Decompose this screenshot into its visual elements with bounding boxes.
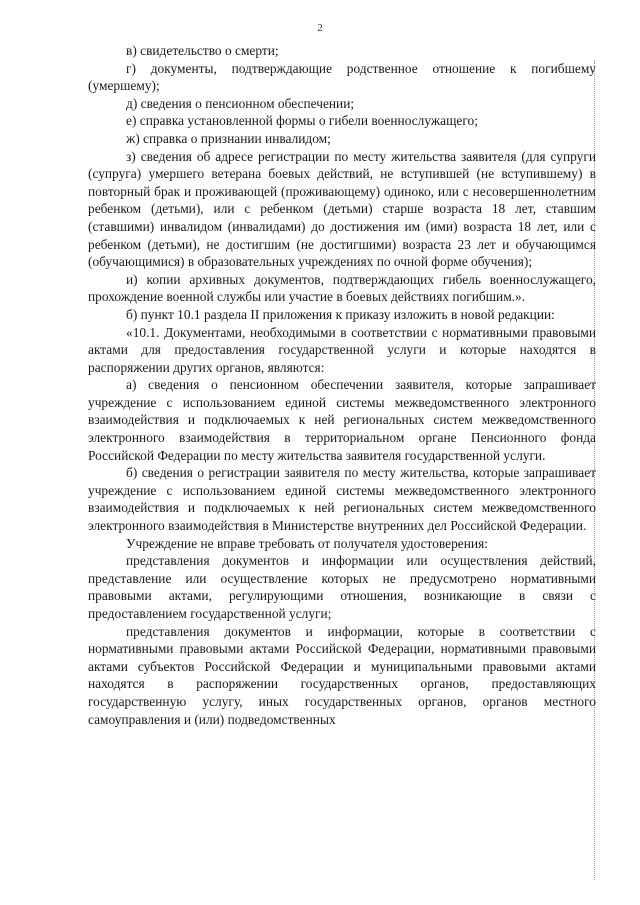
paragraph: д) сведения о пенсионном обеспечении; — [126, 95, 355, 111]
paragraph: б) сведения о регистрации заявителя по месту жительства, которые запрашивает учреждение с использованием единой системы межведомственного электронного взаимодействия и подключаемых к ней региональных систем межведомственного электронного взаимодействия в Министерстве внутренних дел Российской Федерации. — [88, 465, 596, 534]
paragraph: представления документов и информации, которые в соответствии с нормативными правовыми актами Российской Федерации, нормативными правовыми актами субъектов Российской Федерации и муниципальными правовыми актами находятся в распоряжении государственных органов, предоставляющих государственную услугу, иных государственных органов, органов местного самоуправления и (или) подведомственных — [88, 623, 596, 727]
paragraph: Учреждение не вправе требовать от получателя удостоверения: — [126, 535, 488, 551]
paragraph: е) справка установленной формы о гибели военнослужащего; — [126, 113, 478, 129]
paragraph: «10.1. Документами, необходимыми в соответствии с нормативными правовыми актами для предоставления государственной услуги и которые находятся в распоряжении других органов, являются: — [88, 324, 596, 375]
paragraph: и) копии архивных документов, подтверждающих гибель военнослужащего, прохождение военной службы или участие в боевых действиях погибшим.». — [88, 271, 596, 305]
paragraph: в) свидетельство о смерти; — [126, 43, 279, 58]
paragraph: б) пункт 10.1 раздела II приложения к приказу изложить в новой редакции: — [126, 306, 555, 322]
document-body — [88, 42, 596, 728]
paragraph: з) сведения об адресе регистрации по месту жительства заявителя (для супруги (супруга) умершего ветерана боевых действий, не вступившей (не вступившему) в повторный брак и проживающей (проживающему) одиноко, или с несовершеннолетним ребенком (детьми), или с ребенком (детьми) старше возраста 18 лет, ставшим (ставшими) инвалидом (инвалидами) до достижения им (ими) возраста 18 лет, или с ребенком (детьми), не достигшим (не достигшими) возраста 23 лет и обучающимся (обучающимися) в образовательных учреждениях по очной форме обучения); — [88, 148, 596, 270]
paragraph: представления документов и информации или осуществления действий, представление или осуществление которых не предусмотрено нормативными правовыми актами, регулирующими отношения, возникающие в связи с предоставлением государственной услуги; — [88, 553, 596, 621]
paragraph: г) документы, подтверждающие родственное отношение к погибшему (умершему); — [88, 60, 596, 94]
page-number: 2 — [317, 22, 323, 34]
paragraph: а) сведения о пенсионном обеспечении заявителя, которые запрашивает учреждение с использованием единой системы межведомственного электронного взаимодействия и подключаемых к ней региональных систем межведомственного электронного взаимодействия в территориальном органе Пенсионного фонда Российской Федерации по месту жительства заявителя государственной услуги. — [88, 377, 596, 463]
paragraph: ж) справка о признании инвалидом; — [126, 130, 331, 146]
